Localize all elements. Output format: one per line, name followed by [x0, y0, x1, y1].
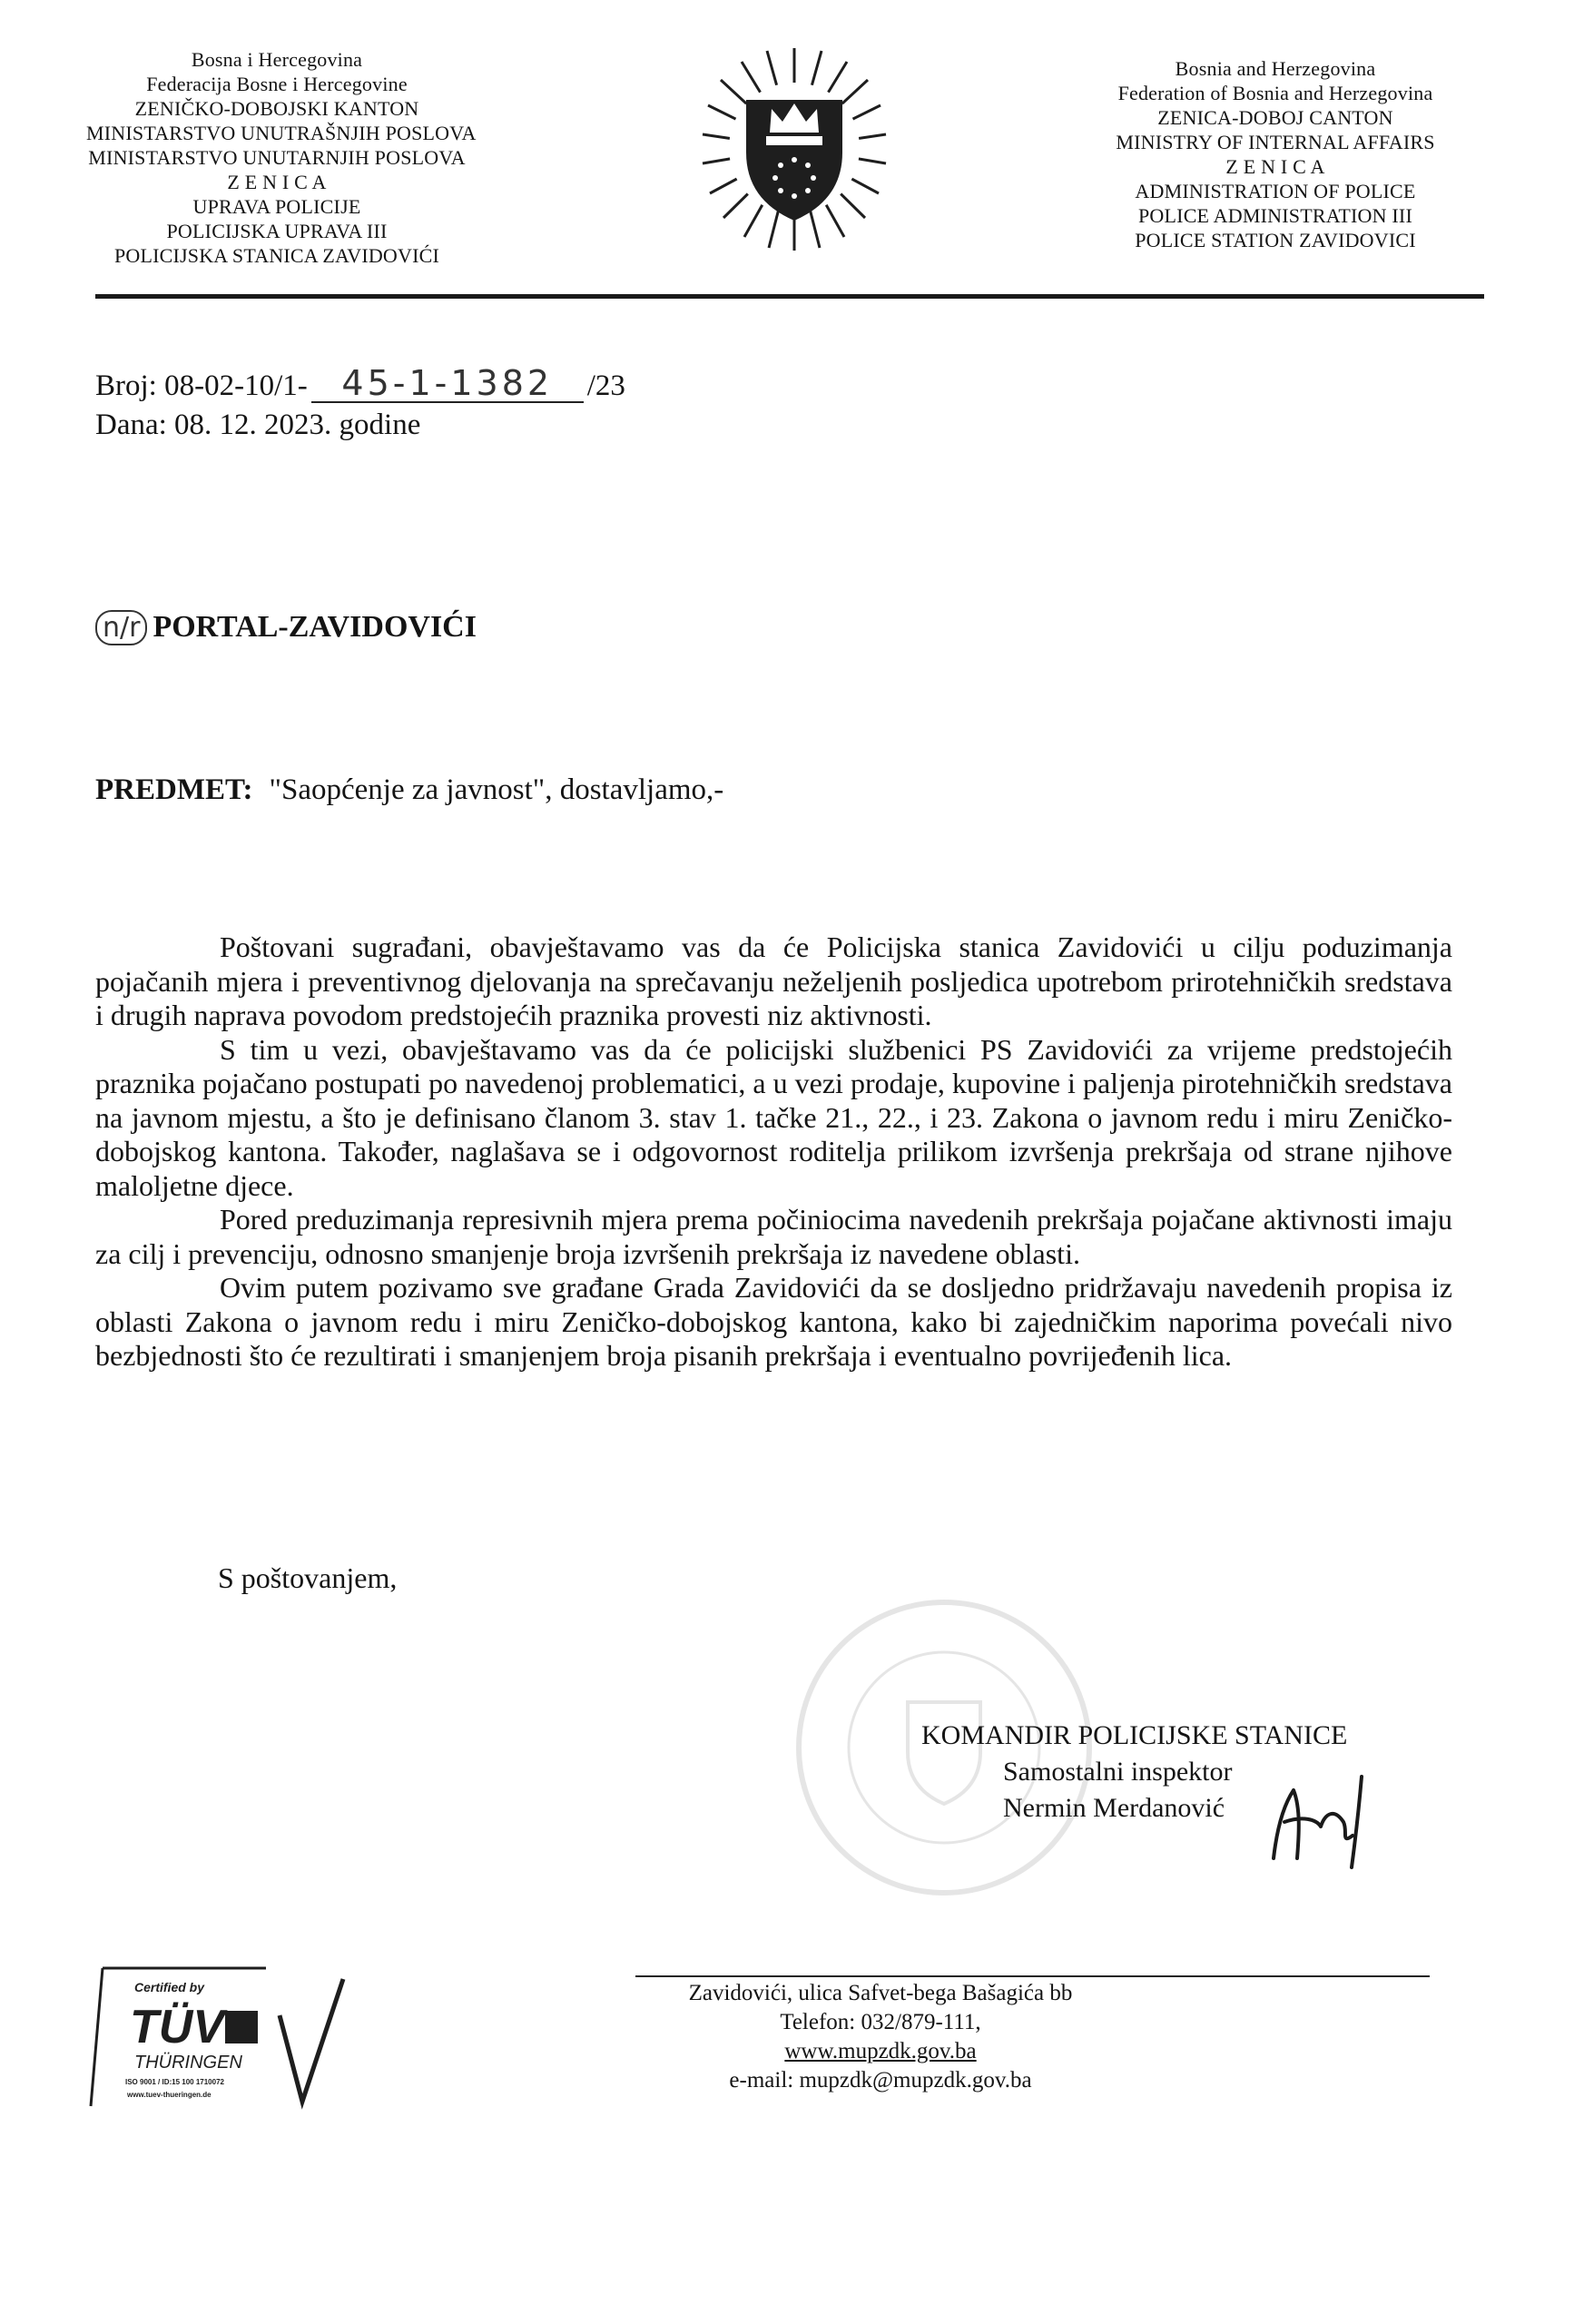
subject-text: "Saopćenje za javnost", dostavljamo,- — [269, 773, 724, 806]
header-left-line: POLICIJSKA STANICA ZAVIDOVIĆI — [113, 244, 440, 267]
body-paragraph: Poštovani sugrađani, obavještavamo vas da će Policijska stanica Zavidovići u cilju poduzimanja pojačanih mjera i preventivnog djelovanja na sprečavanju neželjenih posljedica upotrebom prirotehničkih sredstava i drugih naprava povodom predstojećih praznika provesti niz aktivnosti. — [95, 931, 1452, 1031]
header-right-line: Z E N I C A — [1225, 155, 1325, 178]
header-left-line: POLICIJSKA UPRAVA III — [166, 220, 388, 242]
reference-suffix: /23 — [586, 369, 625, 402]
header-right-line: MINISTRY OF INTERNAL AFFAIRS — [1116, 131, 1435, 153]
tuv-certification-logo — [80, 1961, 352, 2111]
header-right-line: POLICE ADMINISTRATION III — [1138, 204, 1412, 227]
date-line: Dana: 08. 12. 2023. godine — [95, 409, 421, 441]
reference-handwritten: 45-1-1382 — [311, 365, 584, 403]
header-right-line: ZENICA-DOBOJ CANTON — [1157, 106, 1393, 129]
footer-phone: Telefon: 032/879-111, — [780, 2010, 981, 2034]
tuv-emblem-icon — [225, 2011, 258, 2043]
header-right — [1085, 56, 1466, 252]
header-divider — [95, 294, 1484, 299]
body-paragraph: Ovim putem pozivamo sve građane Grada Zavidovići da se dosljedno pridržavaju navedenih propisa iz oblasti Zakona o javnom redu i miru Zeničko-dobojskog kantona, kako bi zajedničkim naporima povećali nivo bezbjednosti što će rezultirati i smanjenjem broja pisanih prekršaja i eventualno povrijeđenih lica. — [95, 1271, 1452, 1372]
reference-prefix: Broj: 08-02-10/1- — [95, 369, 308, 402]
header-right-line: POLICE STATION ZAVIDOVICI — [1135, 229, 1416, 251]
tuv-url-text: www.tuev-thueringen.de — [127, 2091, 212, 2099]
footer-divider — [635, 1975, 1430, 1977]
footer-website-link[interactable]: www.mupzdk.gov.ba — [784, 2039, 977, 2063]
header-left — [86, 47, 477, 268]
recipient — [95, 610, 477, 645]
header-left-line: UPRAVA POLICIJE — [192, 195, 361, 218]
certified-by-text: Certified by — [134, 1980, 205, 1994]
tuv-region-text: THÜRINGEN — [134, 2053, 242, 2073]
header-left-line: Bosna i Hercegovina — [191, 48, 363, 71]
footer-address: Zavidovići, ulica Safvet-bega Bašagića bb — [688, 1981, 1073, 2005]
signatory-rank: Samostalni inspektor — [1003, 1757, 1233, 1787]
signatory-title: KOMANDIR POLICIJSKE STANICE — [921, 1720, 1348, 1750]
tuv-iso-text: ISO 9001 / ID:15 100 1710072 — [125, 2078, 224, 2086]
header-right-line: ADMINISTRATION OF POLICE — [1135, 180, 1416, 202]
police-crest-logo — [699, 44, 890, 252]
body-paragraph: S tim u vezi, obavještavamo vas da će policijski službenici PS Zavidovići za vrijeme predstojećih praznika pojačano postupati po navedenoj problematici, a u vezi prodaje, kupovine i paljenja pirotehničkih sredstava na javnom mjestu, a što je definisano članom 3. stav 1. tačke 21., 22., i 23. Zakona o javnom redu i miru Zeničko-dobojskog kantona. Također, naglašava se i odgovornost roditelja prilikom izvršenja prekršaja od strane njihove maloljetne djece. — [95, 1032, 1452, 1202]
signatory-name: Nermin Merdanović — [1003, 1793, 1225, 1823]
header-left-line: Federacija Bosne i Hercegovine — [146, 73, 408, 95]
header-left-line: MINISTARSTVO UNUTRAŠNJIH POSLOVA — [86, 122, 477, 144]
footer-contact — [599, 1979, 1162, 2095]
recipient-name: PORTAL-ZAVIDOVIĆI — [152, 610, 477, 644]
header-left-line: Z E N I C A — [227, 171, 327, 193]
body-paragraph: Pored preduzimanja represivnih mjera prema počiniocima navedenih prekršaja pojačane aktivnosti imaju za cilj i prevenciju, odnosno smanjenje broja izvršenih prekršaja iz navedene oblasti. — [95, 1203, 1452, 1270]
letter-body — [95, 931, 1452, 1374]
subject-line — [95, 773, 723, 807]
reference-number — [95, 365, 625, 403]
recipient-prefix: n/r — [95, 610, 147, 645]
tuv-brand-text: TÜV — [130, 2001, 224, 2053]
closing: S poštovanjem, — [218, 1561, 398, 1594]
header-left-line: ZENIČKO-DOBOJSKI KANTON — [134, 97, 419, 120]
subject-label: PREDMET: — [95, 773, 253, 806]
header-left-line: MINISTARSTVO UNUTARNJIH POSLOVA — [88, 146, 466, 169]
handwritten-signature — [1257, 1772, 1393, 1872]
header-right-line: Bosnia and Herzegovina — [1175, 57, 1376, 80]
header-right-line: Federation of Bosnia and Herzegovina — [1117, 82, 1433, 104]
footer-email[interactable]: e-mail: mupzdk@mupzdk.gov.ba — [729, 2068, 1032, 2093]
